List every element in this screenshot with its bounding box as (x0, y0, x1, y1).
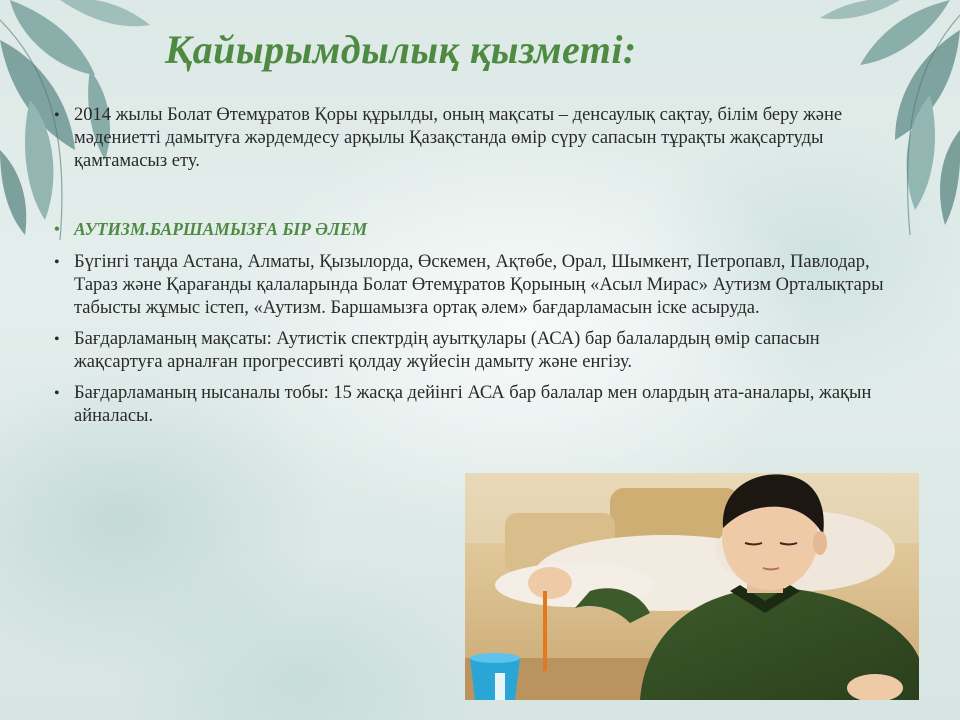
bullet-text: 2014 жылы Болат Өтемұратов Қоры құрылды, оның мақсаты – денсаулық сақтау, білім беру және мәдениетті дамытуға жәрдемдесу арқылы Қазақстанда өмір сүру сапасын тұрақты жақсартуды қамтамасыз ету. (74, 105, 843, 171)
bullet-item (52, 328, 912, 374)
bullet-item (52, 382, 912, 428)
bullet-marker: • (54, 254, 60, 271)
bullet-marker: • (54, 331, 60, 348)
bullet-heading-text: АУТИЗМ.БАРШАМЫЗҒА БІР ӘЛЕМ (74, 219, 368, 239)
spacer (52, 181, 912, 218)
bullet-marker: • (54, 107, 60, 124)
bullet-text: Бүгінгі таңда Астана, Алматы, Қызылорда, Өскемен, Ақтөбе, Орал, Шымкент, Петропавл, Павлодар, Тараз және Қарағанды қалаларында Болат Өтемұратов Қорының «Асыл Мирас» Аутизм Орталықтары табысты жұмыс істеп, «Аутизм. Баршамызға ортақ әлем» бағдарламасын іске асыруда. (74, 252, 884, 318)
bullet-text: Бағдарламаның нысаналы тобы: 15 жасқа дейінгі АСА бар балалар мен олардың ата-аналары, жақын айналасы. (74, 383, 872, 426)
bullet-marker: • (54, 385, 60, 402)
child-painting-photo (465, 473, 919, 700)
bullet-item (52, 251, 912, 320)
slide-content (52, 104, 912, 436)
bullet-item (52, 104, 912, 173)
slide-title: Қайырымдылық қызметі: (165, 27, 637, 72)
bullet-marker: • (54, 221, 60, 238)
bullet-heading (52, 218, 912, 241)
bullet-text: Бағдарламаның мақсаты: Аутистік спектрдің ауытқулары (АСА) бар балалардың өмір сапасын жақсартуға арналған прогрессивті қолдау жүйесін дамыту және енгізу. (74, 329, 820, 372)
